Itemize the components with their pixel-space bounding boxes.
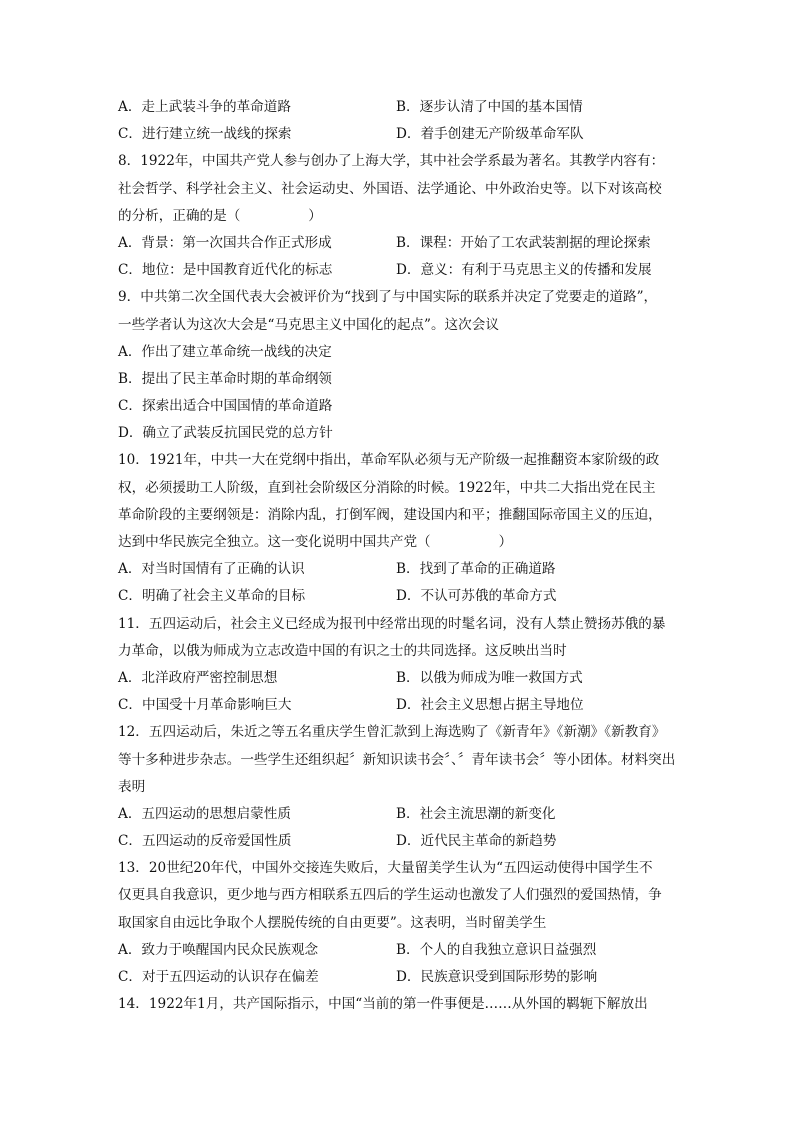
q9-stem-line-2: 一些学者认为这次大会是“马克思主义中国化的起点”。这次会议 bbox=[118, 316, 499, 333]
q8-option-d[interactable]: D．意义：有利于马克思主义的传播和发展 bbox=[396, 262, 652, 279]
q11-option-b[interactable]: B．以俄为师成为唯一救国方式 bbox=[396, 669, 583, 686]
q9-option-a[interactable]: A．作出了建立革命统一战线的决定 bbox=[118, 343, 332, 360]
q12-option-d[interactable]: D．近代民主革命的新趋势 bbox=[396, 833, 557, 850]
q8-options-row-2 bbox=[118, 257, 678, 284]
q12-option-b[interactable]: B．社会主流思潮的新变化 bbox=[396, 805, 556, 822]
q11-option-c[interactable]: C．中国受十月革命影响巨大 bbox=[118, 697, 292, 714]
q10-option-c[interactable]: C．明确了社会主义革命的目标 bbox=[118, 588, 306, 605]
q12-stem-line-2: 等十多种进步杂志。一些学生还组织起〞新知识读书会〞、〞青年读书会〞等小团体。材料突出 bbox=[118, 751, 676, 768]
q13-options-row-1 bbox=[118, 937, 678, 964]
q10-option-d[interactable]: D．不认可苏俄的革命方式 bbox=[396, 588, 557, 605]
q7-option-c[interactable]: C．进行建立统一战线的探索 bbox=[118, 126, 292, 143]
q7-option-d[interactable]: D．着手创建无产阶级革命军队 bbox=[396, 126, 584, 143]
q10-options-row-1 bbox=[118, 556, 678, 583]
q13-option-b[interactable]: B．个人的自我独立意识日益强烈 bbox=[396, 941, 597, 958]
q8-option-a[interactable]: A．背景：第一次国共合作正式形成 bbox=[118, 234, 332, 251]
q13-stem-line-2: 仅更具自我意识，更少地与西方相联系五四后的学生运动也激发了人们强烈的爱国热情，争 bbox=[118, 887, 662, 904]
q8-stem-line-1: 8．1922年，中国共产党人参与创办了上海大学，其中社会学系最为著名。其教学内容有： bbox=[118, 153, 665, 170]
q9-stem-line-1: 9．中共第二次全国代表大会被评价为“找到了与中国实际的联系并决定了党要走的道路”， bbox=[118, 289, 658, 306]
q13-option-d[interactable]: D．民族意识受到国际形势的影响 bbox=[396, 969, 598, 985]
q7-options-row-1 bbox=[118, 94, 678, 121]
q11-options-row-1 bbox=[118, 665, 678, 692]
q10-stem-line-1: 10．1921年，中共一大在党纲中指出，革命军队必须与无产阶级一起推翻资本家阶级的政 bbox=[118, 452, 660, 469]
q13-stem-line-3: 取国家自由远比争取个人摆脱传统的自由更要”。这表明，当时留美学生 bbox=[118, 914, 547, 931]
q10-stem-line-3: 革命阶段的主要纲领是：消除内乱，打倒军阀，建设国内和平；推翻国际帝国主义的压迫， bbox=[118, 506, 662, 523]
q12-options-row-1 bbox=[118, 801, 678, 828]
q10-stem-line-4: 达到中华民族完全独立。这一变化说明中国共产党（ ） bbox=[118, 534, 513, 550]
q10-options-row-2 bbox=[118, 583, 678, 610]
q11-option-d[interactable]: D．社会主义思想占据主导地位 bbox=[396, 697, 584, 714]
q9-option-d[interactable]: D．确立了武装反抗国民党的总方针 bbox=[118, 425, 333, 442]
q12-stem-line-1: 12．五四运动后，朱近之等五名重庆学生曾汇款到上海选购了《新青年》《新潮》《新教育》 bbox=[118, 724, 666, 741]
q8-stem-line-2: 社会哲学、科学社会主义、社会运动史、外国语、法学通论、中外政治史等。以下对该高校 bbox=[118, 180, 662, 197]
q12-option-c[interactable]: C．五四运动的反帝爱国性质 bbox=[118, 833, 292, 850]
q11-stem-line-1: 11．五四运动后，社会主义已经成为报刊中经常出现的时髦名词，没有人禁止赞扬苏俄的暴 bbox=[118, 615, 666, 632]
q12-stem-line-3: 表明 bbox=[118, 778, 146, 795]
q9-option-b[interactable]: B．提出了民主革命时期的革命纲领 bbox=[118, 370, 332, 387]
q8-stem-line-3: 的分析，正确的是（ ） bbox=[118, 207, 322, 224]
q13-option-a[interactable]: A．致力于唤醒国内民众民族观念 bbox=[118, 941, 319, 958]
q10-option-b[interactable]: B．找到了革命的正确道路 bbox=[396, 561, 556, 578]
q11-stem-line-2: 力革命，以俄为师成为立志改造中国的有识之士的共同选择。这反映出当时 bbox=[118, 642, 567, 659]
q11-option-a[interactable]: A．北洋政府严密控制思想 bbox=[118, 669, 278, 686]
q7-option-b[interactable]: B．逐步认清了中国的基本国情 bbox=[396, 99, 583, 115]
q13-stem-line-1: 13．20世纪20年代，中国外交接连失败后，大量留美学生认为“五四运动使得中国学生不 bbox=[118, 860, 653, 877]
q12-option-a[interactable]: A．五四运动的思想启蒙性质 bbox=[118, 805, 291, 822]
q12-options-row-2 bbox=[118, 828, 678, 855]
q13-option-c[interactable]: C．对于五四运动的认识存在偏差 bbox=[118, 969, 319, 985]
q8-option-c[interactable]: C．地位：是中国教育近代化的标志 bbox=[118, 262, 333, 279]
q11-options-row-2 bbox=[118, 692, 678, 719]
q10-stem-line-2: 权，必须援助工人阶级，直到社会阶级区分消除的时候。1922年，中共二大指出党在民主 bbox=[118, 479, 656, 496]
q7-option-a[interactable]: A．走上武装斗争的革命道路 bbox=[118, 99, 291, 115]
q14-stem-line-1: 14．1922年1月，共产国际指示，中国“当前的第一件事便是……从外国的羁轭下解放出 bbox=[118, 996, 648, 1013]
q8-options-row-1 bbox=[118, 230, 678, 257]
q10-option-a[interactable]: A．对当时国情有了正确的认识 bbox=[118, 561, 305, 578]
exam-page bbox=[118, 94, 678, 1018]
q7-options-row-2 bbox=[118, 121, 678, 148]
q9-option-c[interactable]: C．探索出适合中国国情的革命道路 bbox=[118, 398, 333, 415]
q8-option-b[interactable]: B．课程：开始了工农武装割据的理论探索 bbox=[396, 234, 651, 251]
q13-options-row-2 bbox=[118, 964, 678, 991]
